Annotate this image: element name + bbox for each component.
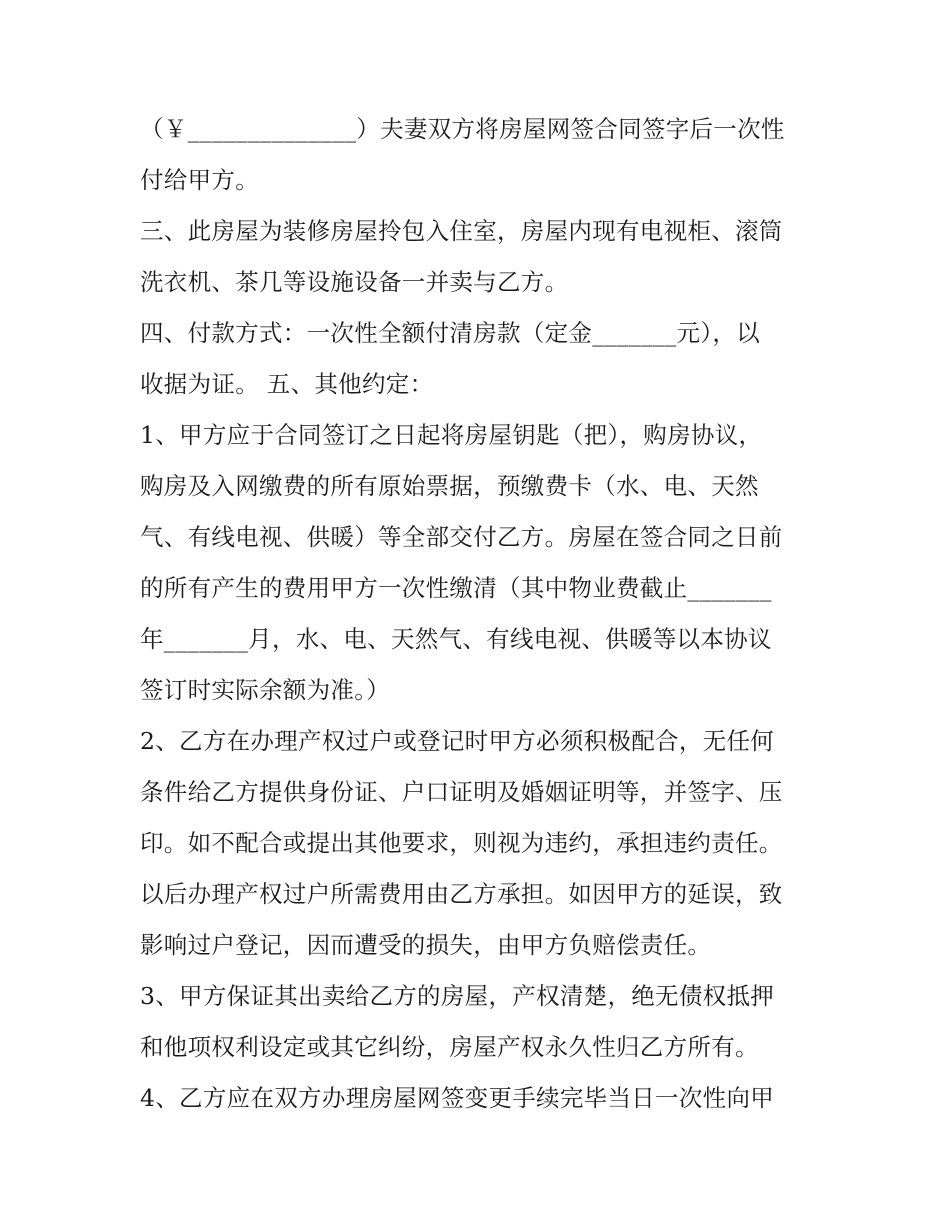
text-line: （￥______________）夫妻双方将房屋网签合同签字后一次性 [140,115,785,143]
text-line: 2、乙方在办理产权过户或登记时甲方必须积极配合，无任何 [140,727,775,755]
text-line: 签订时实际余额为准。） [140,676,391,704]
text-line: 影响过户登记，因而遭受的损失，由甲方负赔偿责任。 [140,931,712,959]
text-line: 3、甲方保证其出卖给乙方的房屋，产权清楚，绝无债权抵押 [140,982,775,1010]
text-line: 的所有产生的费用甲方一次性缴清（其中物业费截止_______ [140,574,772,602]
text-line: 三、此房屋为装修房屋拎包入住室，房屋内现有电视柜、滚筒 [140,217,783,245]
text-line: 条件给乙方提供身份证、户口证明及婚姻证明等，并签字、压 [140,778,783,806]
text-line: 付给甲方。 [140,166,259,194]
text-line: 以后办理产权过户所需费用由乙方承担。如因甲方的延误，致 [140,880,783,908]
text-line: 购房及入网缴费的所有原始票据，预缴费卡（水、电、天然 [140,472,759,500]
text-line: 和他项权利设定或其它纠纷，房屋产权永久性归乙方所有。 [140,1033,759,1061]
text-line: 4、乙方应在双方办理房屋网签变更手续完毕当日一次性向甲 [140,1084,775,1112]
text-line: 印。如不配合或提出其他要求，则视为违约，承担违约责任。 [140,829,783,857]
text-line: 四、付款方式：一次性全额付清房款（定金_______元），以 [140,319,760,347]
text-line: 气、有线电视、供暖）等全部交付乙方。房屋在签合同之日前 [140,523,783,551]
text-line: 1、甲方应于合同签订之日起将房屋钥匙（把），购房协议， [140,421,763,449]
text-line: 年_______月，水、电、天然气、有线电视、供暖等以本协议 [140,625,772,653]
text-line: 洗衣机、茶几等设施设备一并卖与乙方。 [140,268,569,296]
contract-body [140,104,820,1124]
text-line: 收据为证。 五、其他约定： [140,370,434,398]
